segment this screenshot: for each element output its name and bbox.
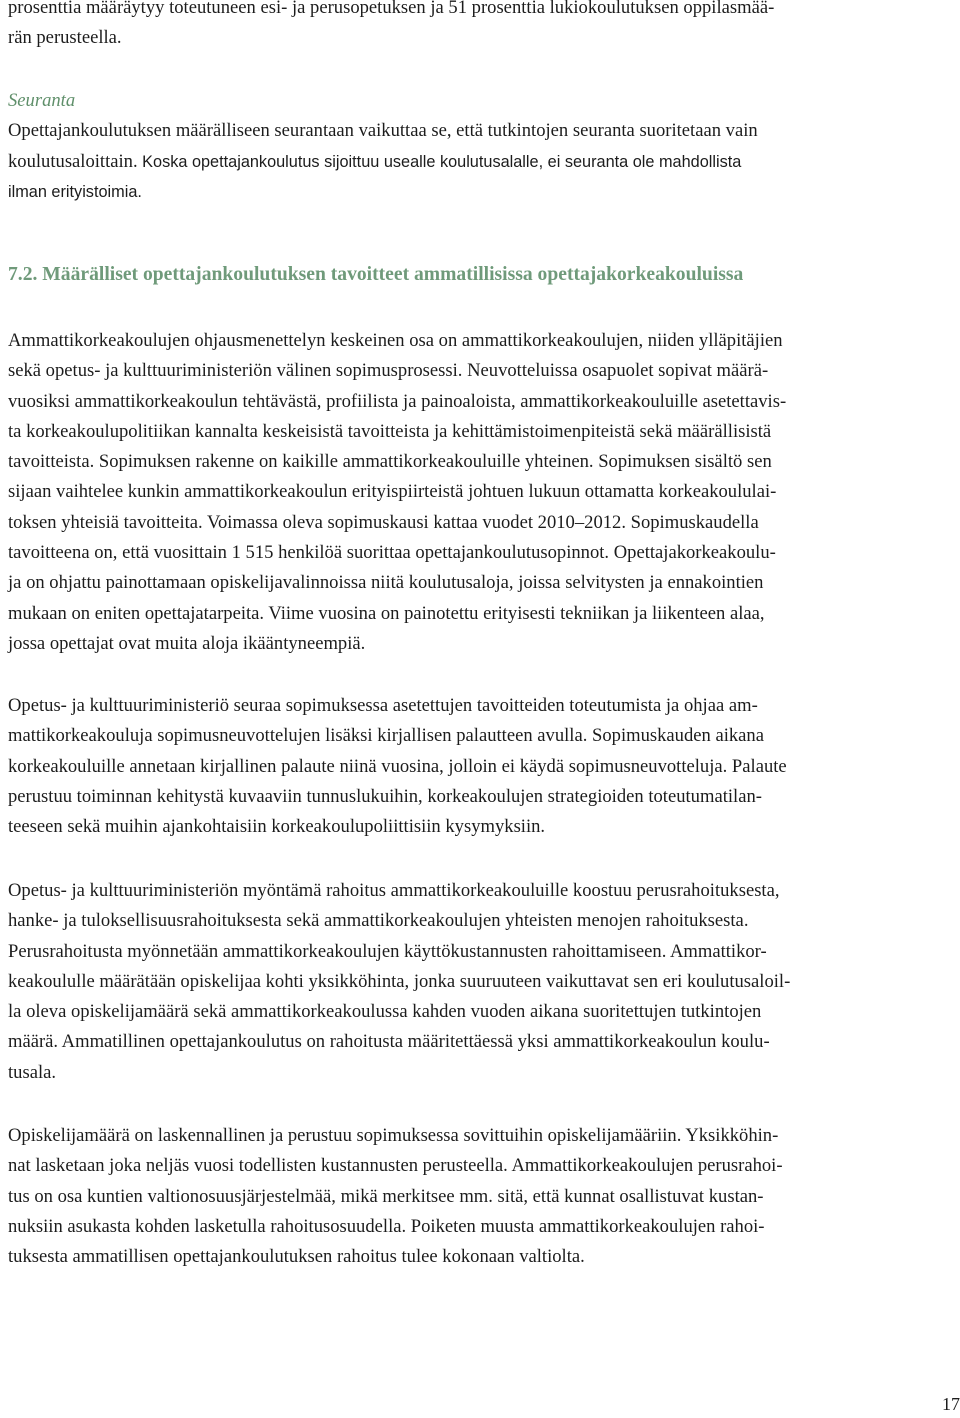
paragraph-line: jossa opettajat ovat muita aloja ikääntyneempiä. <box>8 632 366 654</box>
seuranta-line-sans-part: Koska opettajankoulutus sijoittuu usealle koulutusalalle, ei seuranta ole mahdollista <box>137 152 742 171</box>
paragraph-line: Opiskelijamäärä on laskennallinen ja perustuu sopimuksessa sovittuihin opiskelijamääriin. Yksikköhin- <box>8 1125 779 1146</box>
paragraph-line: perustuu toiminnan kehitystä kuvaaviin tunnuslukuihin, korkeakoulujen strategioiden toteutumatilan- <box>8 785 762 807</box>
seuranta-line <box>8 147 758 177</box>
paragraph-funding <box>8 876 790 1088</box>
seuranta-line: ilman erityistoimia. <box>8 182 142 201</box>
paragraph-line: tus on osa kuntien valtionosuusjärjestelmää, mikä merkitsee mm. sitä, että kunnat osallistuvat kustan- <box>8 1185 764 1207</box>
intro-line: rän perusteella. <box>8 27 122 49</box>
paragraph-student-numbers <box>8 1121 783 1272</box>
paragraph-line: teeseen sekä muihin ajankohtaisiin korkeakoulupoliittisiin kysymyksiin. <box>8 816 546 838</box>
seuranta-line-serif-part: koulutusaloittain. <box>8 150 138 172</box>
paragraph-line: vuosiksi ammattikorkeakoulun tehtävästä, profiilista ja painoaloista, ammattikorkeakouluille asetettavis- <box>8 390 787 412</box>
paragraph-line: la oleva opiskelijamäärä sekä ammattikorkeakoulussa kahden vuoden aikana suoritettujen tutkintojen <box>8 1001 762 1023</box>
paragraph-line: sijaan vaihtelee kunkin ammattikorkeakoulun erityispiirteistä johtuen lukuun ottamatta korkeakoululai- <box>8 481 777 503</box>
paragraph-line: sekä opetus- ja kulttuuriministeriön välinen sopimusprosessi. Neuvotteluissa osapuolet sopivat määrä- <box>8 360 769 382</box>
seuranta-section <box>8 86 758 207</box>
paragraph-line: keakoululle määrätään opiskelijaa kohti yksikköhinta, jonka suuruuteen vaikuttavat sen eri koulutusaloil- <box>8 970 791 992</box>
paragraph-line: hanke- ja tuloksellisuusrahoituksesta sekä ammattikorkeakoulujen yhteisten menojen rahoituksesta. <box>8 910 749 932</box>
page-number: 17 <box>942 1394 960 1414</box>
seuranta-heading: Seuranta <box>8 90 76 111</box>
paragraph-line: Opetus- ja kulttuuriministeriön myöntämä rahoitus ammattikorkeakouluille koostuu perusrahoituksesta, <box>8 880 780 901</box>
paragraph-line: Opetus- ja kulttuuriministeriö seuraa sopimuksessa asetettujen tavoitteiden toteutumista ja ohjaa am- <box>8 695 758 716</box>
paragraph-line: mukaan on eniten opettajatarpeita. Viime vuosina on painotettu erityisesti tekniikan ja liikenteen alaa, <box>8 602 765 624</box>
paragraph-line: nuksiin asukasta kohden lasketulla rahoitusosuudella. Poiketen muusta ammattikorkeakoulujen rahoi- <box>8 1215 765 1237</box>
section-heading: 7.2. Määrälliset opettajankoulutuksen tavoitteet ammatillisissa opettajakorkeakouluissa <box>8 264 744 285</box>
paragraph-line: Ammattikorkeakoulujen ohjausmenettelyn keskeinen osa on ammattikorkeakoulujen, niiden ylläpitäjien <box>8 330 783 351</box>
paragraph-line: nat lasketaan joka neljäs vuosi todellisten kustannusten perusteella. Ammattikorkeakoulujen perusrahoi- <box>8 1155 783 1177</box>
paragraph-monitoring <box>8 691 787 842</box>
paragraph-line: tuksesta ammatillisen opettajankoulutuksen rahoitus tulee kokonaan valtiolta. <box>8 1246 585 1268</box>
paragraph-line: toksen yhteisiä tavoitteita. Voimassa oleva sopimuskausi kattaa vuodet 2010–2012. Sopimuskaudella <box>8 511 759 533</box>
paragraph-line: määrä. Ammatillinen opettajankoulutus on rahoitusta määritettäessä yksi ammattikorkeakoulun koulu- <box>8 1031 770 1053</box>
seuranta-line: Opettajankoulutuksen määrälliseen seurantaan vaikuttaa se, että tutkintojen seuranta suoritetaan vain <box>8 120 758 142</box>
paragraph-line: ja on ohjattu painottamaan opiskelijavalinnoissa niitä koulutusaloja, joissa selvitysten ja ennakointien <box>8 572 764 594</box>
paragraph-agreement-process <box>8 326 786 659</box>
paragraph-line: Perusrahoitusta myönnetään ammattikorkeakoulujen käyttökustannusten rahoittamiseen. Ammattikor- <box>8 940 767 962</box>
intro-line: prosenttia määräytyy toteutuneen esi- ja perusopetuksen ja 51 prosenttia lukiokoulutuksen oppilasmää- <box>8 0 775 18</box>
paragraph-line: tavoitteista. Sopimuksen rakenne on kaikille ammattikorkeakouluille yhteinen. Sopimuksen sisältö sen <box>8 451 772 473</box>
paragraph-line: korkeakouluille annetaan kirjallinen palaute niinä vuosina, jolloin ei käydä sopimusneuvotteluja. Palaute <box>8 755 787 777</box>
paragraph-line: tusala. <box>8 1061 57 1083</box>
paragraph-line: ta korkeakoulupolitiikan kannalta keskeisistä tavoitteista ja kehittämistoimenpiteistä sekä määrällisistä <box>8 420 772 442</box>
intro-text <box>8 0 774 54</box>
paragraph-line: tavoitteena on, että vuosittain 1 515 henkilöä suorittaa opettajankoulutusopinnot. Opettajakorkeakoulu- <box>8 542 776 564</box>
paragraph-line: mattikorkeakouluja sopimusneuvottelujen lisäksi kirjallisen palautteen avulla. Sopimuskauden aikana <box>8 725 764 747</box>
